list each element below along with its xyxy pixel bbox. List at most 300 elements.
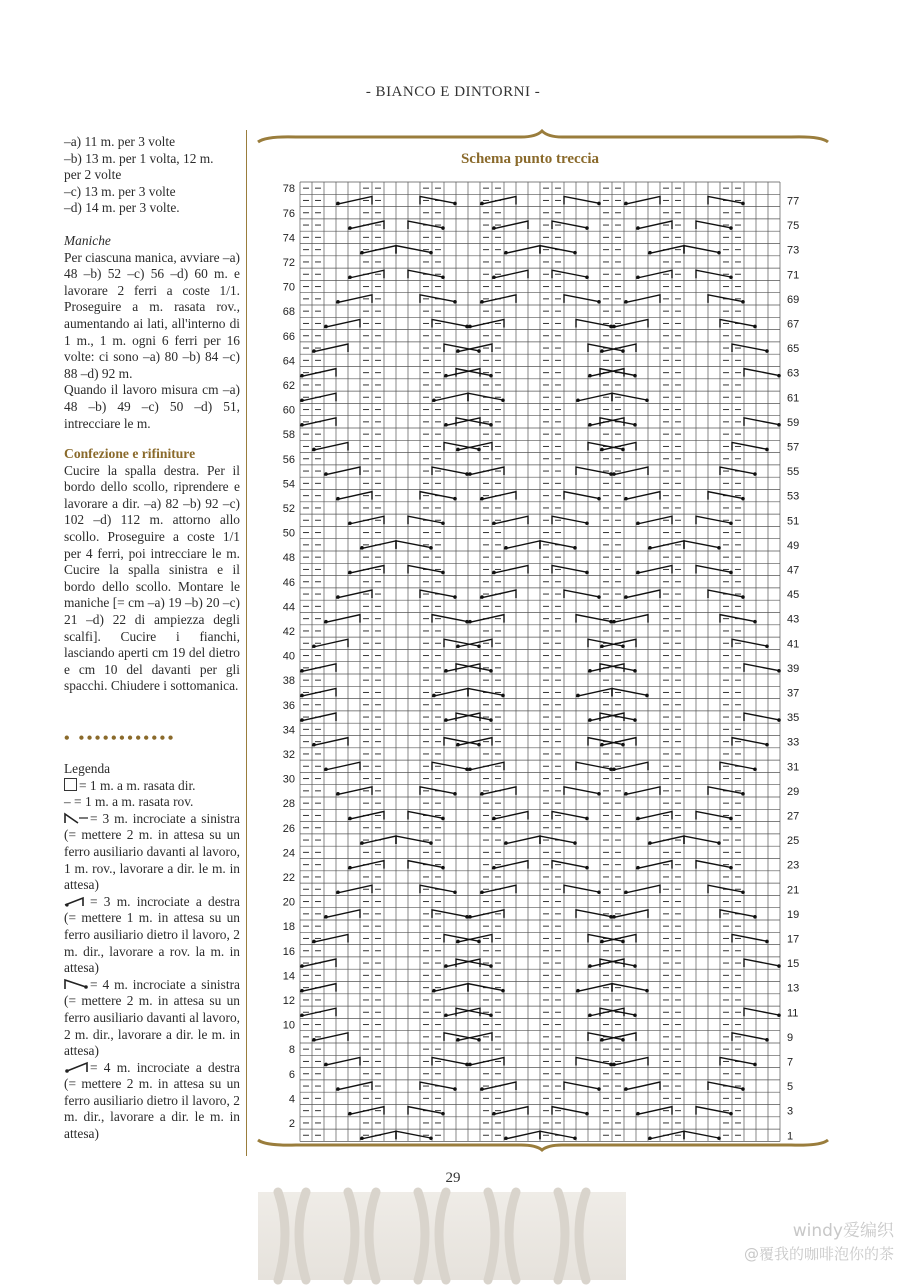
row-label-left: 36 (282, 699, 295, 712)
row-label-right: 63 (787, 367, 800, 380)
row-label-right: 7 (787, 1056, 794, 1069)
row-label-left: 14 (282, 970, 295, 983)
cable-cross-right (504, 246, 540, 254)
cable-cross-left (684, 246, 720, 254)
cable-dot (348, 226, 352, 230)
cable-dot (597, 1087, 601, 1091)
cable-dot (621, 644, 625, 648)
cable-dot (489, 423, 493, 427)
cable-dot (636, 226, 640, 230)
cable-dot (456, 743, 460, 747)
cable-dot (621, 940, 625, 944)
row-label-right: 65 (787, 343, 800, 356)
cable-dot (444, 718, 448, 722)
cable-dot (468, 620, 472, 624)
cable-dot (612, 1063, 616, 1067)
cable-dot (633, 964, 637, 968)
cable-dot (645, 694, 649, 698)
cable-dot (777, 669, 781, 673)
cable-dot (585, 521, 589, 525)
cable-dot (600, 940, 604, 944)
cable-cross-left (564, 590, 600, 598)
row-label-right: 19 (787, 908, 800, 921)
cable-dot (648, 841, 652, 845)
cable-dot (753, 767, 757, 771)
cable-dot (600, 1038, 604, 1042)
cable-dot (300, 398, 304, 402)
cable-dot (633, 374, 637, 378)
row-label-right: 43 (787, 613, 800, 626)
row-label-left: 40 (282, 650, 295, 663)
confezione-text: Cucire la spalla destra. Per il bordo dello scollo, riprendere e lavorare a dir. –a) 82 –b) 92 –c) 102 –d) 112 m. attorno allo scollo. Proseguire a coste 1/1 per 4 ferri, poi intrecciare le m. Cucire la spalla sinistra e il bordo dello scollo. Montare le maniche [= cm –a) 19 –b) 20 –c) 21 –d) 22 di ampiezza degli scalfi]. Cucire i fianchi, lasciando aperti cm 19 del dietro e cm 10 del davanti per gli spacchi. Chiudere i sottomanica. (64, 462, 240, 694)
cable-dot (645, 398, 649, 402)
cable-dot (612, 767, 616, 771)
cable-dot (348, 1112, 352, 1116)
cable-dot (753, 620, 757, 624)
cable-dot (600, 743, 604, 747)
row-label-right: 37 (787, 687, 800, 700)
cable-dot (753, 915, 757, 919)
cable-dot (633, 718, 637, 722)
cable-dot (492, 275, 496, 279)
cable-dot (468, 472, 472, 476)
cable-dot (576, 989, 580, 993)
cable-dot (765, 743, 769, 747)
cable-dot (624, 1087, 628, 1091)
cable-dot (717, 251, 721, 255)
cable-dot (729, 866, 733, 870)
row-label-left: 4 (288, 1093, 295, 1106)
cable-dot (717, 841, 721, 845)
row-label-left: 24 (282, 847, 295, 860)
cable-dot (621, 1038, 625, 1042)
cable-dot (504, 1136, 508, 1140)
cable-dot (429, 546, 433, 550)
cable-dot (300, 718, 304, 722)
cable-cross-right (624, 295, 660, 303)
cable-cross-left (564, 196, 600, 204)
cable-dot (777, 423, 781, 427)
cable-dot (300, 669, 304, 673)
cable-cross-left (744, 369, 780, 377)
cable-cross-left (564, 1082, 600, 1090)
cable-dot (741, 202, 745, 206)
cable-dot (612, 620, 616, 624)
cable-dot (765, 448, 769, 452)
cable-dot (453, 792, 457, 796)
cable-dot (585, 1112, 589, 1116)
row-label-right: 39 (787, 662, 800, 675)
cable-cross-left (744, 959, 780, 967)
cable-cross-right (324, 762, 360, 770)
row-label-right: 17 (787, 933, 800, 946)
cable-dot (636, 866, 640, 870)
cable-dot (573, 1136, 577, 1140)
cable-dot (633, 669, 637, 673)
knit-texture-image (258, 1192, 626, 1280)
cable-dot (480, 202, 484, 206)
cable-dot (477, 448, 481, 452)
cable-dot (480, 497, 484, 501)
cable-cross-left (684, 541, 720, 549)
cable-dot (300, 694, 304, 698)
cable-dot (444, 374, 448, 378)
cable-dot (429, 251, 433, 255)
cable-dot (648, 251, 652, 255)
cable-dot (576, 398, 580, 402)
cable-dot (489, 964, 493, 968)
row-label-left: 38 (282, 675, 295, 688)
cable-dot (360, 1136, 364, 1140)
page-number: 29 (445, 1170, 461, 1186)
watermark-line-1: windy爱编织 (792, 1221, 894, 1241)
cable-dot (492, 1112, 496, 1116)
cable-dot (597, 792, 601, 796)
cable-dot (489, 1013, 493, 1017)
row-label-right: 53 (787, 490, 800, 503)
cable-dot (504, 251, 508, 255)
cable-dot (648, 1136, 652, 1140)
cable-dot (336, 595, 340, 599)
cable-dot (765, 644, 769, 648)
cable-dot (477, 743, 481, 747)
cable-dot (741, 595, 745, 599)
cable-cross-right (324, 910, 360, 918)
row-label-right: 27 (787, 810, 800, 823)
row-label-left: 20 (282, 896, 295, 909)
cable-dot (453, 202, 457, 206)
cable-dot (477, 644, 481, 648)
row-label-left: 8 (288, 1044, 295, 1057)
cable-cross-right (324, 467, 360, 475)
cable-dot (741, 890, 745, 894)
row-label-right: 49 (787, 539, 800, 552)
cable-dot (324, 325, 328, 329)
row-label-left: 32 (282, 748, 295, 761)
maniche-text-2: Quando il lavoro misura cm –a) 48 –b) 49 –c) 50 –d) 51, intrecciare le m. (64, 382, 240, 431)
cable-dot (477, 1038, 481, 1042)
row-label-left: 54 (282, 478, 295, 491)
row-label-right: 9 (787, 1031, 794, 1044)
row-label-left: 16 (282, 945, 295, 958)
cable-dot (456, 644, 460, 648)
cable-dot (441, 275, 445, 279)
cable-cross-left (744, 1008, 780, 1016)
row-label-right: 71 (787, 269, 800, 282)
cable-dot (753, 472, 757, 476)
cable-dot (312, 644, 316, 648)
row-label-right: 33 (787, 736, 800, 749)
cable-dot (480, 792, 484, 796)
cable-dot (444, 669, 448, 673)
cable-dot (468, 767, 472, 771)
cable-dot (633, 423, 637, 427)
row-label-right: 31 (787, 761, 800, 774)
chart-title: Schema punto treccia (460, 151, 600, 167)
cross-left-4-icon (64, 978, 90, 990)
cable-dot (624, 792, 628, 796)
cable-cross-left (684, 836, 720, 844)
row-label-right: 35 (787, 712, 800, 725)
cable-dot (597, 890, 601, 894)
cable-dot (624, 890, 628, 894)
row-label-left: 70 (282, 281, 295, 294)
cable-dot (336, 300, 340, 304)
row-label-left: 64 (282, 355, 295, 368)
cable-dot (429, 841, 433, 845)
cable-cross-left (564, 492, 600, 500)
cable-dot (432, 694, 436, 698)
cable-dot (501, 694, 505, 698)
cable-dot (441, 521, 445, 525)
cable-dot (441, 817, 445, 821)
row-label-right: 23 (787, 859, 800, 872)
cable-dot (729, 571, 733, 575)
cable-cross-right (624, 787, 660, 795)
row-label-left: 50 (282, 527, 295, 540)
text-line: –d) 14 m. per 3 volte. (64, 200, 180, 216)
text-line: –c) 13 m. per 3 volte (64, 183, 176, 199)
cross-right-4-icon (64, 1061, 90, 1073)
cable-dot (444, 964, 448, 968)
knit-texture-photo (258, 1192, 626, 1280)
cable-dot (336, 1087, 340, 1091)
row-label-right: 67 (787, 318, 800, 331)
cable-dot (456, 940, 460, 944)
row-label-left: 62 (282, 379, 295, 392)
row-label-right: 69 (787, 293, 800, 306)
legend-item-cross-3-right: = 3 m. incrociate a destra (= mettere 1 m. in attesa su un ferro ausiliario dietro il lavoro, 2 m. dir., lavorare a rov. la m. in attesa) (64, 893, 240, 976)
row-label-right: 51 (787, 515, 800, 528)
cable-dot (765, 349, 769, 353)
empty-square-icon (64, 778, 77, 791)
row-label-right: 15 (787, 958, 800, 971)
cable-dot (588, 669, 592, 673)
row-label-right: 3 (787, 1105, 794, 1118)
row-label-left: 46 (282, 576, 295, 589)
row-label-left: 6 (288, 1068, 295, 1081)
cable-dot (624, 300, 628, 304)
cable-dot (600, 448, 604, 452)
cable-dot (312, 743, 316, 747)
cable-dot (636, 817, 640, 821)
cable-dot (612, 915, 616, 919)
cable-dot (624, 595, 628, 599)
cable-dot (624, 202, 628, 206)
cable-dot (444, 1013, 448, 1017)
cable-dot (453, 890, 457, 894)
row-label-left: 58 (282, 429, 295, 442)
cable-dot (765, 1038, 769, 1042)
cable-cross-right (624, 885, 660, 893)
cable-dot (729, 817, 733, 821)
legend-item-cross-3-left: = 3 m. incrociate a sinistra (= mettere 2 m. in attesa su un ferro ausiliario davanti al lavoro, 1 m. rov., lavorare a dir. le m. in attesa) (64, 810, 240, 893)
cable-dot (441, 226, 445, 230)
cable-dot (633, 1013, 637, 1017)
cable-cross-left (744, 664, 780, 672)
row-label-right: 1 (787, 1130, 794, 1143)
row-label-right: 25 (787, 835, 800, 848)
row-label-right: 77 (787, 195, 800, 208)
legend-heading: Legenda (64, 761, 111, 776)
cable-dot (336, 202, 340, 206)
cable-dot (576, 694, 580, 698)
legend-item-cross-4-right: = 4 m. incrociate a destra (= mettere 2 m. in attesa su un ferro ausiliario dietro il lavoro, 2 m. dir., lavorare a dir. le m. in attesa) (64, 1059, 240, 1142)
cable-cross-right (624, 196, 660, 204)
row-label-left: 56 (282, 453, 295, 466)
cable-dot (645, 989, 649, 993)
cable-dot (741, 1087, 745, 1091)
cable-dot (585, 866, 589, 870)
cable-cross-left (564, 885, 600, 893)
cable-dot (636, 275, 640, 279)
cable-cross-right (324, 1057, 360, 1065)
cable-cross-right (504, 836, 540, 844)
cable-dot (504, 841, 508, 845)
cable-dot (468, 1063, 472, 1067)
row-label-right: 73 (787, 244, 800, 257)
cable-dot (777, 718, 781, 722)
cable-cross-left (564, 295, 600, 303)
cable-dot (588, 1013, 592, 1017)
cable-dot (480, 890, 484, 894)
cable-dot (585, 275, 589, 279)
cable-dot (444, 423, 448, 427)
cable-dot (456, 1038, 460, 1042)
cable-dot (504, 546, 508, 550)
cable-dot (300, 1013, 304, 1017)
column-divider (246, 130, 247, 1156)
row-label-left: 12 (282, 994, 295, 1007)
cable-dot (477, 940, 481, 944)
cable-dot (585, 571, 589, 575)
row-label-left: 22 (282, 871, 295, 884)
text-line: per 2 volte (64, 167, 122, 183)
watermark-line-2: @覆我的咖啡泡你的茶 (743, 1245, 894, 1263)
cable-dot (453, 497, 457, 501)
legend-item-purl: – = 1 m. a m. rasata rov. (64, 794, 194, 810)
cable-dot (468, 915, 472, 919)
cable-dot (600, 349, 604, 353)
cable-dot (573, 251, 577, 255)
cable-dot (717, 1136, 721, 1140)
cable-dot (432, 989, 436, 993)
cable-dot (492, 817, 496, 821)
cable-dot (489, 718, 493, 722)
row-label-left: 30 (282, 773, 295, 786)
cable-dot (585, 226, 589, 230)
row-label-right: 75 (787, 220, 800, 233)
cable-dot (741, 497, 745, 501)
cable-dot (729, 1112, 733, 1116)
cable-cross-left (744, 713, 780, 721)
cable-dot (597, 497, 601, 501)
cable-dot (456, 448, 460, 452)
row-label-left: 52 (282, 502, 295, 515)
cable-dot (336, 497, 340, 501)
row-label-left: 18 (282, 921, 295, 934)
row-label-left: 34 (282, 724, 295, 737)
cable-dot (468, 325, 472, 329)
cable-dot (573, 546, 577, 550)
cable-dot (312, 940, 316, 944)
cable-dot (336, 792, 340, 796)
cable-dot (585, 817, 589, 821)
row-label-left: 66 (282, 330, 295, 343)
cable-dot (597, 300, 601, 304)
cable-dot (573, 841, 577, 845)
cable-dot (456, 349, 460, 353)
row-label-left: 42 (282, 625, 295, 638)
cable-dot (648, 546, 652, 550)
cable-dot (348, 866, 352, 870)
row-label-left: 26 (282, 822, 295, 835)
cable-dot (501, 398, 505, 402)
text-line: –a) 11 m. per 3 volte (64, 134, 176, 149)
cable-dot (336, 890, 340, 894)
dotted-separator: • •••••••••••• (64, 730, 176, 747)
cable-dot (480, 1087, 484, 1091)
stitch-chart (282, 176, 814, 1143)
cable-dot (741, 792, 745, 796)
cable-dot (636, 571, 640, 575)
cable-dot (621, 349, 625, 353)
maniche-heading: Maniche (64, 232, 111, 248)
cable-dot (300, 964, 304, 968)
cable-dot (777, 964, 781, 968)
cable-dot (597, 595, 601, 599)
cable-cross-right (324, 615, 360, 623)
cable-dot (588, 374, 592, 378)
cable-dot (621, 743, 625, 747)
cable-dot (477, 349, 481, 353)
cable-dot (480, 300, 484, 304)
cable-dot (492, 571, 496, 575)
cable-dot (324, 1063, 328, 1067)
cable-cross-right (504, 541, 540, 549)
row-label-left: 72 (282, 256, 295, 269)
row-label-left: 2 (288, 1117, 295, 1130)
row-label-left: 78 (282, 183, 295, 196)
instructions-column (64, 134, 240, 1143)
cable-dot (348, 275, 352, 279)
row-label-right: 45 (787, 589, 800, 602)
row-label-right: 13 (787, 982, 800, 995)
cable-dot (492, 521, 496, 525)
cable-dot (360, 546, 364, 550)
cable-dot (453, 1087, 457, 1091)
cable-cross-right (324, 319, 360, 327)
cable-dot (597, 202, 601, 206)
cable-dot (324, 620, 328, 624)
cable-dot (489, 374, 493, 378)
row-label-left: 44 (282, 601, 295, 614)
cable-dot (777, 374, 781, 378)
cable-dot (588, 423, 592, 427)
cable-dot (753, 1063, 757, 1067)
cross-right-3-icon (64, 895, 90, 907)
text-line: –b) 13 m. per 1 volta, 12 m. (64, 150, 214, 166)
cable-dot (441, 571, 445, 575)
row-label-left: 68 (282, 306, 295, 319)
cable-cross-right (624, 492, 660, 500)
cable-dot (741, 300, 745, 304)
cable-dot (636, 521, 640, 525)
row-label-left: 60 (282, 404, 295, 417)
cable-dot (360, 841, 364, 845)
cable-dot (348, 521, 352, 525)
cable-dot (492, 226, 496, 230)
